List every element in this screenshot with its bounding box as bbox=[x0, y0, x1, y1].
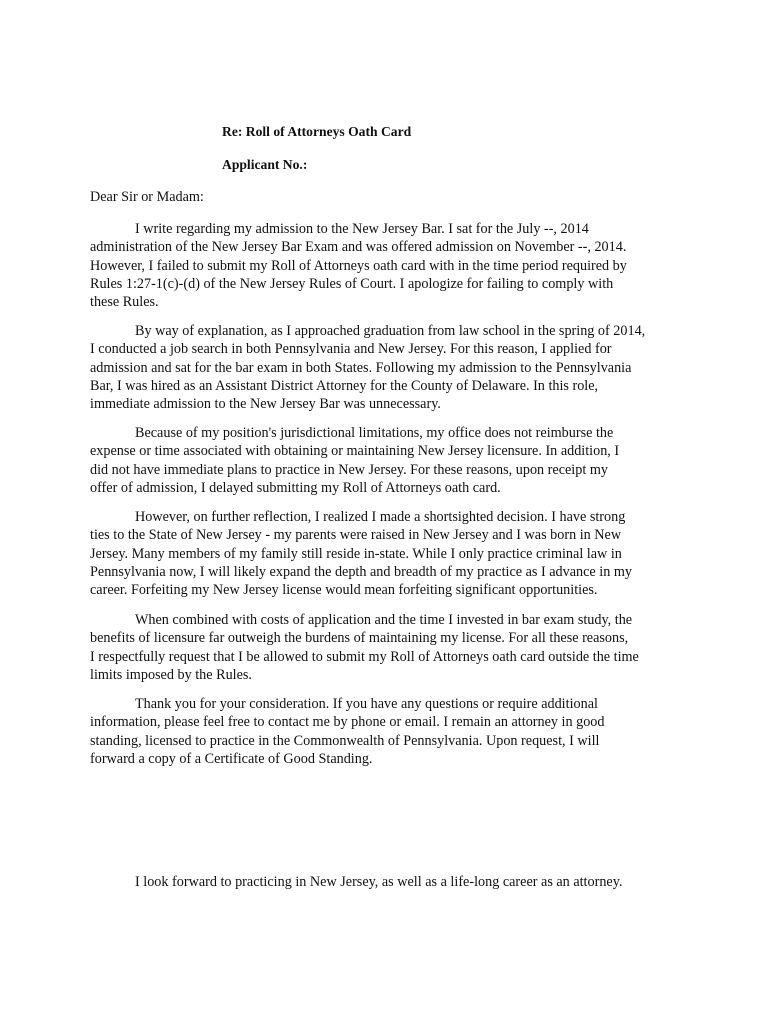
text-line: forward a copy of a Certificate of Good Standing. bbox=[90, 750, 373, 767]
paragraph-request bbox=[90, 611, 639, 684]
closing-sentence: I look forward to practicing in New Jersey, as well as a life-long career as an attorney. bbox=[135, 874, 623, 890]
text-line: By way of explanation, as I approached graduation from law school in the spring of 2014, bbox=[135, 323, 646, 339]
paragraph-reflection bbox=[90, 508, 632, 599]
paragraph-explanation bbox=[90, 322, 645, 413]
text-line: When combined with costs of application and the time I invested in bar exam study, the bbox=[135, 612, 633, 628]
text-line: standing, licensed to practice in the Commonwealth of Pennsylvania. Upon request, I will bbox=[90, 732, 600, 749]
text-line: Thank you for your consideration. If you have any questions or require additional bbox=[135, 696, 598, 712]
text-line: these Rules. bbox=[90, 294, 159, 311]
text-line: Bar, I was hired as an Assistant District Attorney for the County of Delaware. In this role, bbox=[90, 377, 599, 394]
text-line: immediate admission to the New Jersey Bar was unnecessary. bbox=[90, 396, 441, 413]
text-line: Rules 1:27-1(c)-(d) of the New Jersey Rules of Court. I apologize for failing to comply with bbox=[90, 275, 614, 292]
text-line: ties to the State of New Jersey - my parents were raised in New Jersey and I was born in New bbox=[90, 527, 622, 544]
text-line: did not have immediate plans to practice in New Jersey. For these reasons, upon receipt my bbox=[90, 461, 608, 478]
paragraph-thanks bbox=[90, 695, 605, 768]
text-line: I respectfully request that I be allowed to submit my Roll of Attorneys oath card outside the time bbox=[90, 648, 639, 665]
salutation: Dear Sir or Madam: bbox=[90, 189, 204, 205]
text-line: limits imposed by the Rules. bbox=[90, 666, 252, 683]
applicant-number-line: Applicant No.: bbox=[222, 157, 308, 172]
text-line: admission and sat for the bar exam in both States. Following my admission to the Pennsylvania bbox=[90, 359, 632, 376]
text-line: However, on further reflection, I realized I made a shortsighted decision. I have strong bbox=[135, 509, 626, 525]
subject-line: Re: Roll of Attorneys Oath Card bbox=[222, 124, 412, 139]
text-line: Jersey. Many members of my family still reside in-state. While I only practice criminal law in bbox=[90, 545, 622, 562]
text-line: benefits of licensure far outweigh the burdens of maintaining my license. For all these reasons, bbox=[90, 630, 629, 647]
text-line: expense or time associated with obtaining or maintaining New Jersey licensure. In addition, I bbox=[90, 443, 620, 460]
text-line: Pennsylvania now, I will likely expand the depth and breadth of my practice as I advance in my bbox=[90, 563, 632, 580]
text-line: I write regarding my admission to the New Jersey Bar. I sat for the July --, 2014 bbox=[135, 221, 589, 237]
text-line: administration of the New Jersey Bar Exam and was offered admission on November --, 2014. bbox=[90, 239, 627, 256]
paragraph-admission bbox=[90, 220, 627, 311]
paragraph-limitations bbox=[90, 424, 619, 497]
text-line: I conducted a job search in both Pennsylvania and New Jersey. For this reason, I applied for bbox=[90, 341, 612, 358]
text-line: career. Forfeiting my New Jersey license would mean forfeiting significant opportunities. bbox=[90, 582, 598, 599]
text-line: offer of admission, I delayed submitting my Roll of Attorneys oath card. bbox=[90, 479, 501, 496]
text-line: information, please feel free to contact me by phone or email. I remain an attorney in good bbox=[90, 714, 605, 731]
text-line: However, I failed to submit my Roll of Attorneys oath card with in the time period required by bbox=[90, 257, 627, 274]
text-line: Because of my position's jurisdictional limitations, my office does not reimburse the bbox=[135, 425, 614, 441]
